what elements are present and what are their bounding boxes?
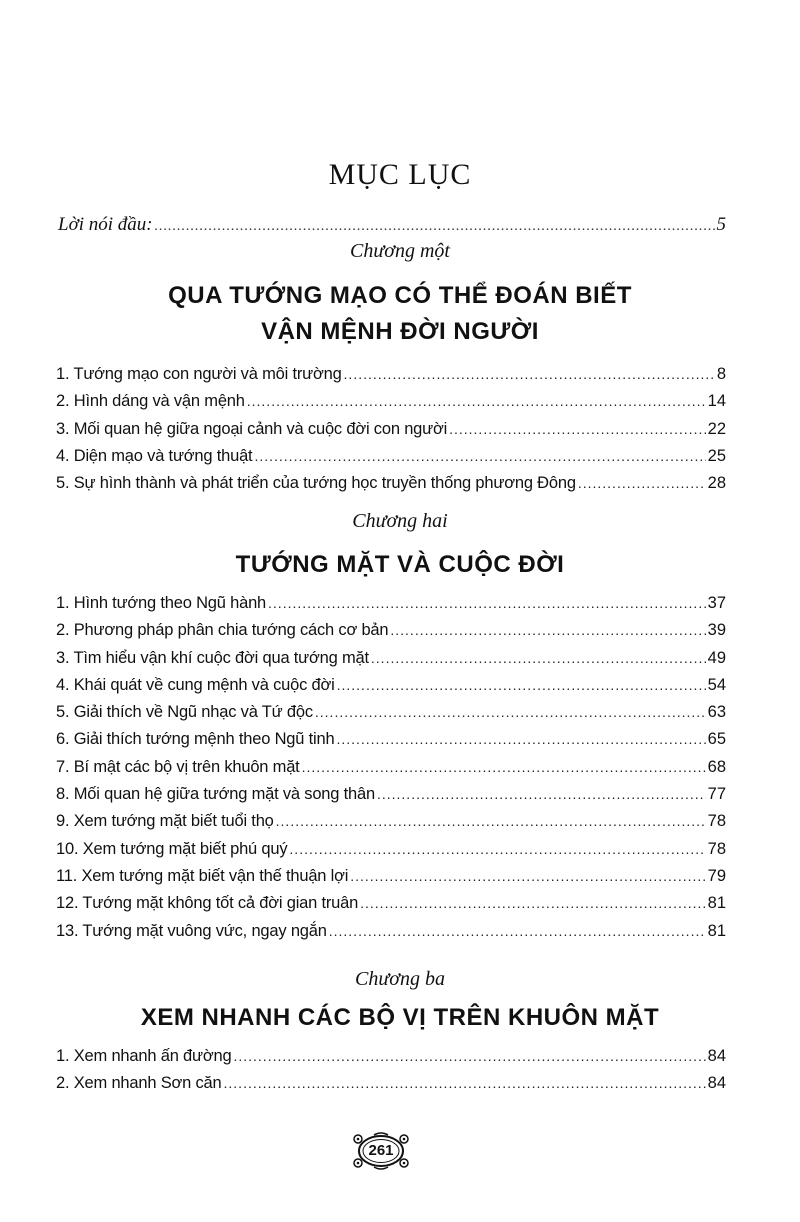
toc-item-label: 1. Hình tướng theo Ngũ hành [56, 594, 267, 612]
toc-item-label: 10. Xem tướng mặt biết phú quý [56, 839, 288, 858]
toc-item [56, 676, 726, 703]
toc-item-page: 78 [707, 839, 726, 858]
toc-item [56, 840, 726, 867]
toc-item-page: 78 [707, 812, 726, 831]
dot-leader [344, 366, 715, 382]
toc-item-label: 4. Diện mạo và tướng thuật [56, 446, 253, 465]
dot-leader [315, 704, 706, 720]
toc-item-label: 7. Bí mật các bộ vị trên khuôn mặt [56, 757, 300, 776]
toc-item [56, 812, 726, 839]
toc-item-page: 39 [707, 621, 726, 640]
chapter-2-label: Chương hai [352, 510, 448, 532]
toc-item [56, 594, 726, 621]
toc-item [56, 392, 726, 419]
toc-item-page: 84 [707, 1047, 726, 1065]
toc-item-page: 68 [707, 757, 726, 776]
toc-item-label: 2. Phương pháp phân chia tướng cách cơ bản [56, 621, 389, 640]
toc-item-page: 65 [707, 730, 726, 749]
toc-item-label: 9. Xem tướng mặt biết tuổi thọ [56, 812, 274, 831]
toc-item [56, 365, 726, 392]
toc-item [56, 649, 726, 676]
toc-item-page: 54 [707, 675, 726, 694]
toc-item-label: 1. Tướng mạo con người và môi trường [56, 365, 342, 383]
toc-item-label: 1. Xem nhanh ấn đường [56, 1047, 232, 1065]
toc-item-page: 49 [707, 648, 726, 667]
dot-leader [578, 475, 706, 491]
dot-leader [377, 786, 706, 802]
toc-item-label: 13. Tướng mặt vuông vức, ngay ngắn [56, 921, 327, 940]
toc-item-page: 84 [707, 1074, 726, 1093]
dot-leader [276, 813, 706, 829]
chapter-2-toc [56, 594, 726, 949]
dot-leader [302, 759, 706, 775]
toc-item-page: 22 [707, 419, 726, 438]
toc-item [56, 474, 726, 501]
dot-leader [390, 622, 705, 638]
chapter-1-title-line1: QUA TƯỚNG MẠO CÓ THỂ ĐOÁN BIẾT [168, 282, 632, 309]
chapter-1-title-line2: VẬN MỆNH ĐỜI NGƯỜI [261, 318, 539, 345]
toc-item [56, 894, 726, 921]
chapter-1-toc [56, 365, 726, 501]
toc-item [56, 1047, 726, 1074]
toc-preface [58, 214, 726, 236]
dot-leader [289, 841, 705, 857]
toc-item-page: 77 [707, 785, 726, 804]
toc-item-page: 14 [707, 392, 726, 411]
dot-leader [337, 677, 706, 693]
chapter-3-title-line1: XEM NHANH CÁC BỘ VỊ TRÊN KHUÔN MẶT [140, 1004, 660, 1031]
toc-item-page: 25 [707, 446, 726, 465]
toc-item [56, 785, 726, 812]
toc-item-label: 5. Sự hình thành và phát triển của tướng học truyền thống phương Đông [56, 474, 576, 493]
toc-item [56, 1074, 726, 1101]
toc-item-label: 2. Hình dáng và vận mệnh [56, 392, 245, 411]
toc-item [56, 867, 726, 894]
toc-item-label: 12. Tướng mặt không tốt cả đời gian truân [56, 894, 359, 913]
toc-item-page: 81 [707, 921, 726, 940]
dot-leader [360, 895, 706, 911]
dot-leader [449, 421, 706, 437]
toc-item [56, 730, 726, 757]
toc-item-label: 2. Xem nhanh Sơn căn [56, 1074, 222, 1093]
chapter-1-label: Chương một [350, 240, 450, 262]
page-number: 261 [368, 1142, 394, 1159]
toc-item-label: 3. Mối quan hệ giữa ngoại cảnh và cuộc đời con người [56, 419, 448, 438]
toc-item [56, 703, 726, 730]
page-number-badge [352, 1131, 410, 1171]
toc-item-page: 79 [707, 866, 726, 885]
page-title: MỤC LỤC [328, 158, 472, 191]
dot-leader [155, 219, 715, 235]
toc-item-label: 8. Mối quan hệ giữa tướng mặt và song thân [56, 785, 375, 804]
preface-label: Lời nói đầu: [58, 214, 153, 235]
dot-leader [224, 1075, 706, 1091]
chapter-3-toc [56, 1047, 726, 1102]
preface-page: 5 [716, 214, 726, 235]
chapter-3-label: Chương ba [355, 968, 445, 990]
toc-item [56, 758, 726, 785]
toc-item-page: 81 [707, 894, 726, 913]
toc-item [56, 420, 726, 447]
toc-item-label: 4. Khái quát về cung mệnh và cuộc đời [56, 675, 335, 694]
toc-item-label: 11. Xem tướng mặt biết vận thế thuận lợi [56, 866, 349, 885]
toc-item-label: 5. Giải thích về Ngũ nhạc và Tứ độc [56, 703, 313, 722]
dot-leader [254, 448, 705, 464]
toc-item-page: 63 [707, 703, 726, 722]
toc-item-page: 8 [716, 365, 726, 383]
toc-item-label: 6. Giải thích tướng mệnh theo Ngũ tinh [56, 730, 335, 749]
dot-leader [371, 650, 706, 666]
dot-leader [233, 1048, 705, 1064]
toc-item-label: 3. Tìm hiểu vận khí cuộc đời qua tướng mặt [56, 648, 369, 667]
dot-leader [336, 731, 705, 747]
dot-leader [247, 393, 706, 409]
toc-item-page: 28 [707, 474, 726, 493]
dot-leader [350, 868, 705, 884]
toc-item [56, 447, 726, 474]
toc-item [56, 621, 726, 648]
dot-leader [268, 595, 706, 611]
toc-item [56, 922, 726, 949]
dot-leader [329, 923, 706, 939]
toc-item-page: 37 [707, 594, 726, 612]
chapter-2-title-line1: TƯỚNG MẶT VÀ CUỘC ĐỜI [235, 551, 565, 578]
